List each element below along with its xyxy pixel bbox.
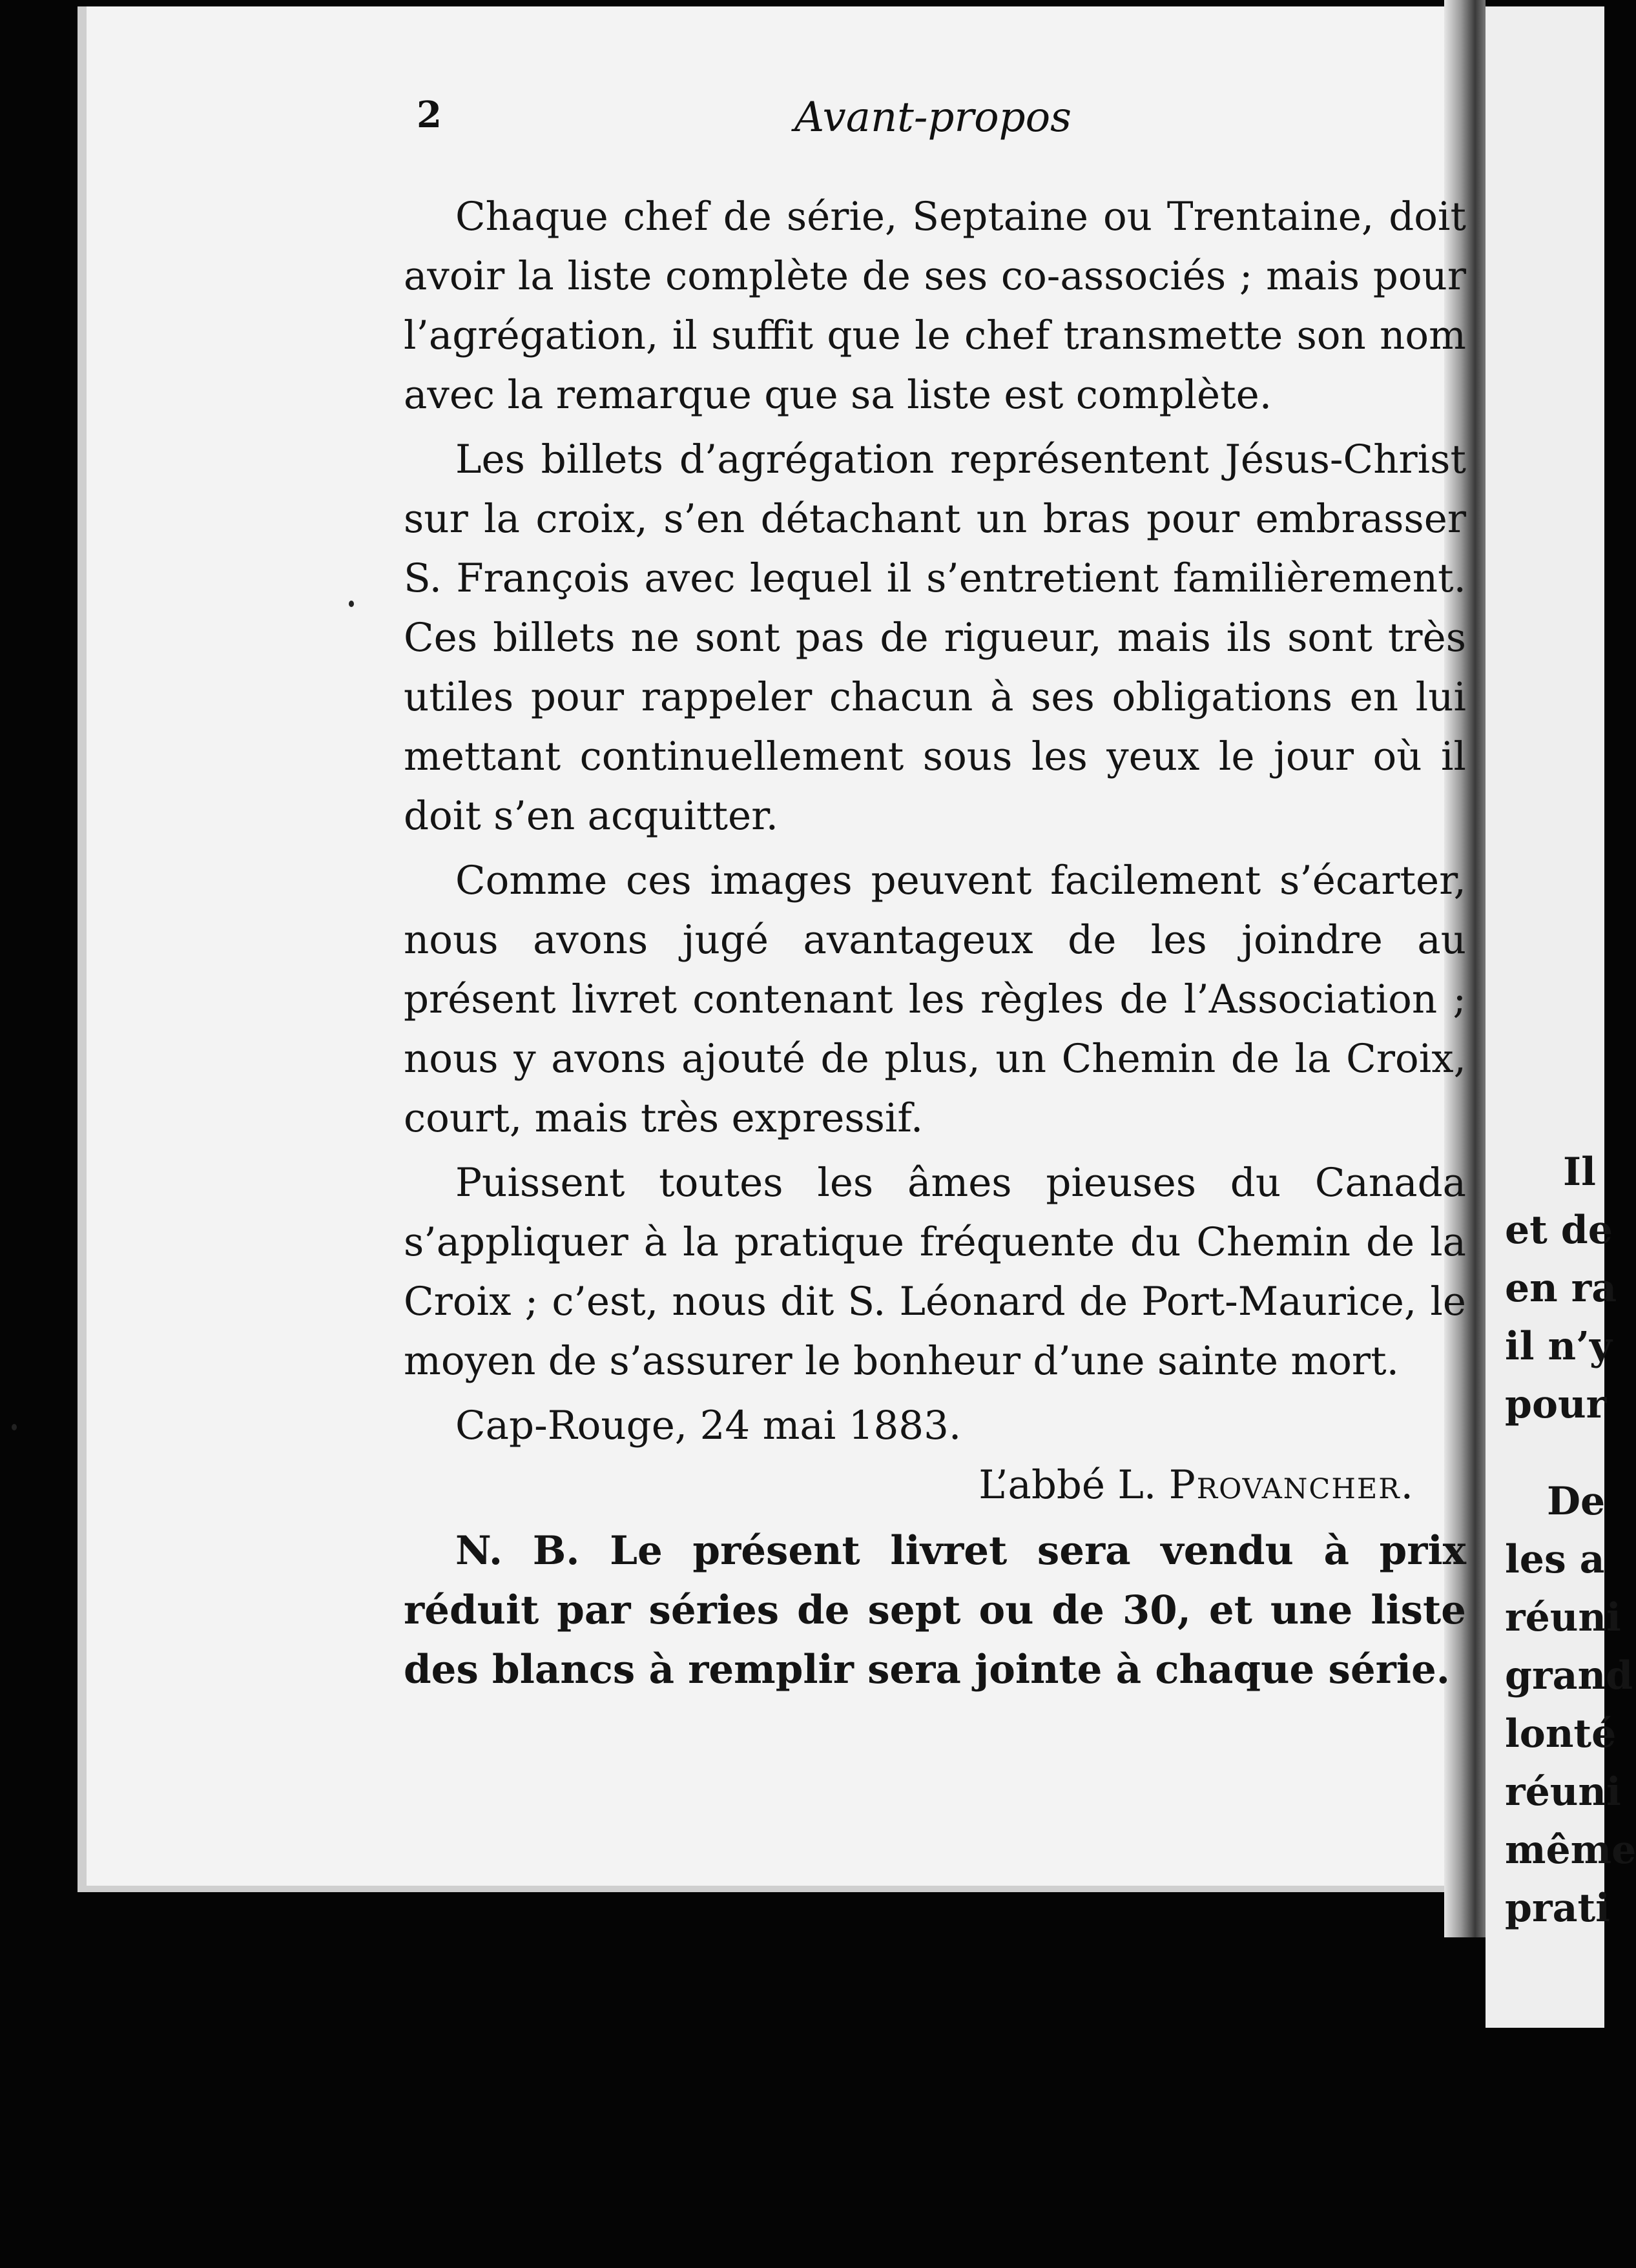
paragraph-1: Chaque chef de série, Septaine ou Trentaine, doit avoir la liste complète de ses co-associés ; mais pour l’agrégation, il suffit que le chef transmette son nom avec la remarque que sa liste est complète. [404, 194, 1466, 418]
date-line: Cap-Rouge, 24 mai 1883. [455, 1403, 962, 1448]
right-page-fragment: réuni [1505, 1769, 1621, 1815]
paragraph-4: Puissent toutes les âmes pieuses du Canada s’appliquer à la pratique fréquente du Chemin de la Croix ; c’est, nous dit S. Léonard de Port-Maurice, le moyen de s’assurer le bonheur d’une sainte mort. [404, 1160, 1466, 1384]
signature-prefix: L’abbé L. [978, 1462, 1169, 1508]
right-page-fragment: il n’y [1505, 1324, 1612, 1369]
right-page-fragment: et de [1505, 1208, 1613, 1253]
paragraph-3: Comme ces images peuvent facilement s’écarter, nous avons jugé avantageux de les joindre au présent livret contenant les règles de l’Association ; nous y avons ajouté de plus, un Chemin de la Croix, court, mais très expressif. [404, 858, 1466, 1141]
ink-speck [12, 1424, 17, 1430]
right-page-fragment: en ra [1505, 1266, 1617, 1311]
nota-bene: N. B. Le présent livret sera vendu à prix réduit par séries de sept ou de 30, et une liste des blancs à remplir sera jointe à chaque série. [404, 1528, 1466, 1693]
paragraph-2: Les billets d’agrégation représentent Jésus-Christ sur la croix, s’en détachant un bras pour embrasser S. François avec lequel il s’entretient familièrement. Ces billets ne sont pas de rigueur, mais ils sont très utiles pour rappeler chacun à ses obligations en lui mettant continuellement sous les yeux le jour où il doit s’en acquitter. [404, 437, 1466, 839]
right-page-fragment: De [1547, 1479, 1606, 1524]
right-page-fragment: prati [1505, 1886, 1610, 1931]
right-page-fragment: réuni [1505, 1595, 1621, 1640]
right-page-fragment: grand [1505, 1653, 1633, 1698]
ink-speck [349, 601, 354, 607]
page-header [323, 87, 1356, 158]
right-page-fragment: même [1505, 1828, 1636, 1873]
right-page-fragment: pour [1505, 1382, 1607, 1427]
signature [404, 1456, 1466, 1515]
signature-name: Provancher. [1168, 1462, 1414, 1508]
right-page-fragment: les a [1505, 1537, 1605, 1582]
page-number: 2 [417, 94, 442, 136]
right-page-fragment: lonté [1505, 1711, 1617, 1757]
right-page-fragment: Il [1563, 1149, 1596, 1195]
running-head: Avant-propos [794, 94, 1072, 141]
page-body [404, 187, 1466, 1705]
